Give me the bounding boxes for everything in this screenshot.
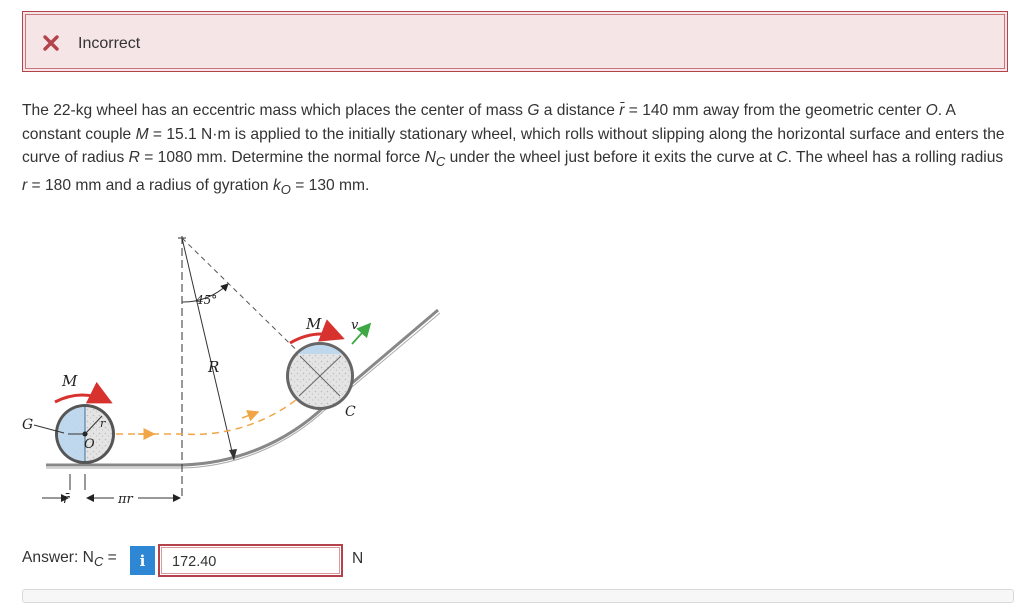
center-path (104, 380, 318, 434)
wheel-right (286, 342, 354, 410)
M-label-left: M (62, 372, 78, 390)
wheel-left (55, 404, 115, 464)
status-label: Incorrect (78, 35, 141, 52)
answer-value: 172.40 (172, 554, 217, 570)
next-panel (22, 589, 1014, 603)
problem-figure (20, 228, 480, 513)
answer-input[interactable] (158, 544, 343, 577)
info-button[interactable] (130, 546, 155, 575)
answer-unit: N (352, 550, 364, 567)
R-label: R (208, 358, 220, 376)
M-label-right: M (306, 315, 322, 333)
pi-r-label: πr (118, 492, 133, 507)
rbar-label: r̄ (63, 492, 70, 507)
moment-arrow-right (290, 334, 342, 343)
angle-label: 45° (196, 293, 218, 307)
radius-line (182, 238, 234, 460)
v-label: v (351, 318, 359, 333)
answer-label: Answer: $N_C$ = (22, 549, 117, 570)
moment-arrow-left (55, 395, 110, 402)
C-label: C (345, 404, 356, 420)
O-label: O (84, 437, 95, 452)
x-mark-icon (42, 34, 60, 52)
info-icon: i (139, 551, 146, 570)
G-label: G (22, 417, 34, 433)
r-label: r (100, 417, 106, 430)
incorrect-banner (22, 11, 1008, 72)
question-text: The 22-kg wheel has an eccentric mass which places the center of mass G a distance r̄ = 140 mm away from the geometric center O. A constant couple M = 15.1 N·m is applied to the initially stationary wheel, which rolls without slipping along the horizontal surface and enters the curve of radius R = 1080 mm. Determine the normal force $N_C$ under the wheel just before it exits the curve at C. The wheel has a rolling radius r = 180 mm and a radius of gyration $k_O = 130$ mm. (22, 102, 1005, 197)
